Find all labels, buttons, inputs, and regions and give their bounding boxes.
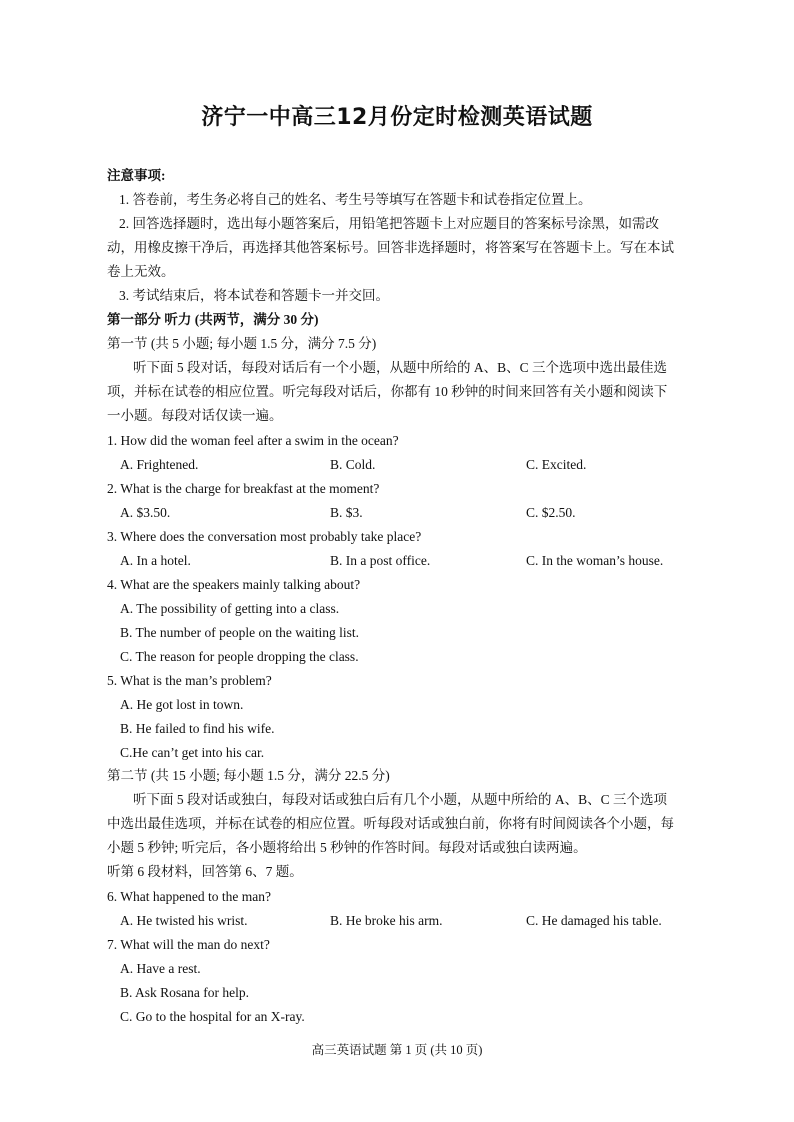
section1-heading: 第一节 (共 5 小题; 每小题 1.5 分，满分 7.5 分) bbox=[107, 336, 377, 351]
question-4-option-c: C. The reason for people dropping the class. bbox=[120, 649, 359, 664]
material-6-instruction: 听第 6 段材料，回答第 6、7 题。 bbox=[107, 864, 303, 879]
part1-heading: 第一部分 听力 (共两节，满分 30 分) bbox=[107, 312, 319, 327]
question-3-option-a: A. In a hotel. bbox=[120, 553, 191, 568]
page-footer: 高三英语试题 第 1 页 (共 10 页) bbox=[311, 1043, 483, 1057]
section1-instructions-line-2: 项，并标在试卷的相应位置。听完每段对话后，你都有 10 秒钟的时间来回答有关小题和阅读下 bbox=[107, 384, 668, 399]
question-1-option-c: C. Excited. bbox=[526, 457, 587, 472]
notes-item-1: 1. 答卷前，考生务必将自己的姓名、考生号等填写在答题卡和试卷指定位置上。 bbox=[119, 192, 592, 207]
question-3-option-c: C. In the woman’s house. bbox=[526, 553, 664, 568]
question-4-option-b: B. The number of people on the waiting list. bbox=[120, 625, 359, 640]
question-6-option-c: C. He damaged his table. bbox=[526, 913, 662, 928]
question-3-stem: 3. Where does the conversation most probably take place? bbox=[107, 529, 422, 544]
question-2-option-c: C. $2.50. bbox=[526, 505, 576, 520]
question-3-option-b: B. In a post office. bbox=[330, 553, 431, 568]
question-4-option-a: A. The possibility of getting into a class. bbox=[120, 601, 340, 616]
question-5-option-c: C.He can’t get into his car. bbox=[120, 745, 265, 760]
question-7-option-c: C. Go to the hospital for an X-ray. bbox=[120, 1009, 305, 1024]
question-2-option-b: B. $3. bbox=[330, 505, 363, 520]
question-5-option-a: A. He got lost in town. bbox=[120, 697, 244, 712]
question-6-option-a: A. He twisted his wrist. bbox=[120, 913, 248, 928]
question-7-option-a: A. Have a rest. bbox=[120, 961, 201, 976]
notes-item-3: 3. 考试结束后，将本试卷和答题卡一并交回。 bbox=[119, 288, 389, 303]
notes-item-2-line-2: 动，用橡皮擦干净后，再选择其他答案标号。回答非选择题时，将答案写在答题卡上。写在本试 bbox=[107, 240, 674, 255]
question-2-stem: 2. What is the charge for breakfast at the moment? bbox=[107, 481, 380, 496]
section2-instructions-line-3: 小题 5 秒钟; 听完后，各小题将给出 5 秒钟的作答时间。每段对话或独白读两遍。 bbox=[107, 840, 587, 855]
question-1-stem: 1. How did the woman feel after a swim in the ocean? bbox=[107, 433, 399, 448]
section2-instructions-line-1: 听下面 5 段对话或独白，每段对话或独白后有几个小题，从题中所给的 A、B、C 三个选项 bbox=[133, 792, 668, 807]
question-1-option-a: A. Frightened. bbox=[120, 457, 199, 472]
exam-title: 济宁一中高三12月份定时检测英语试题 bbox=[201, 105, 593, 130]
section1-instructions-line-1: 听下面 5 段对话，每段对话后有一个小题，从题中所给的 A、B、C 三个选项中选出最佳选 bbox=[133, 360, 668, 375]
question-6-option-b: B. He broke his arm. bbox=[330, 913, 443, 928]
question-4-stem: 4. What are the speakers mainly talking about? bbox=[107, 577, 361, 592]
notes-item-2-line-1: 2. 回答选择题时，选出每小题答案后，用铅笔把答题卡上对应题目的答案标号涂黑，如需改 bbox=[119, 216, 659, 231]
question-6-stem: 6. What happened to the man? bbox=[107, 889, 271, 904]
section2-heading: 第二节 (共 15 小题; 每小题 1.5 分，满分 22.5 分) bbox=[107, 768, 390, 783]
section2-instructions-line-2: 中选出最佳选项，并标在试卷的相应位置。听每段对话或独白前，你将有时间阅读各个小题，每 bbox=[107, 816, 674, 831]
question-5-option-b: B. He failed to find his wife. bbox=[120, 721, 275, 736]
question-2-option-a: A. $3.50. bbox=[120, 505, 171, 520]
question-7-option-b: B. Ask Rosana for help. bbox=[120, 985, 249, 1000]
question-1-option-b: B. Cold. bbox=[330, 457, 376, 472]
section1-instructions-line-3: 一小题。每段对话仅读一遍。 bbox=[107, 408, 283, 423]
notes-item-2-line-3: 卷上无效。 bbox=[107, 264, 175, 279]
notes-heading: 注意事项: bbox=[107, 168, 166, 183]
question-5-stem: 5. What is the man’s problem? bbox=[107, 673, 272, 688]
question-7-stem: 7. What will the man do next? bbox=[107, 937, 270, 952]
